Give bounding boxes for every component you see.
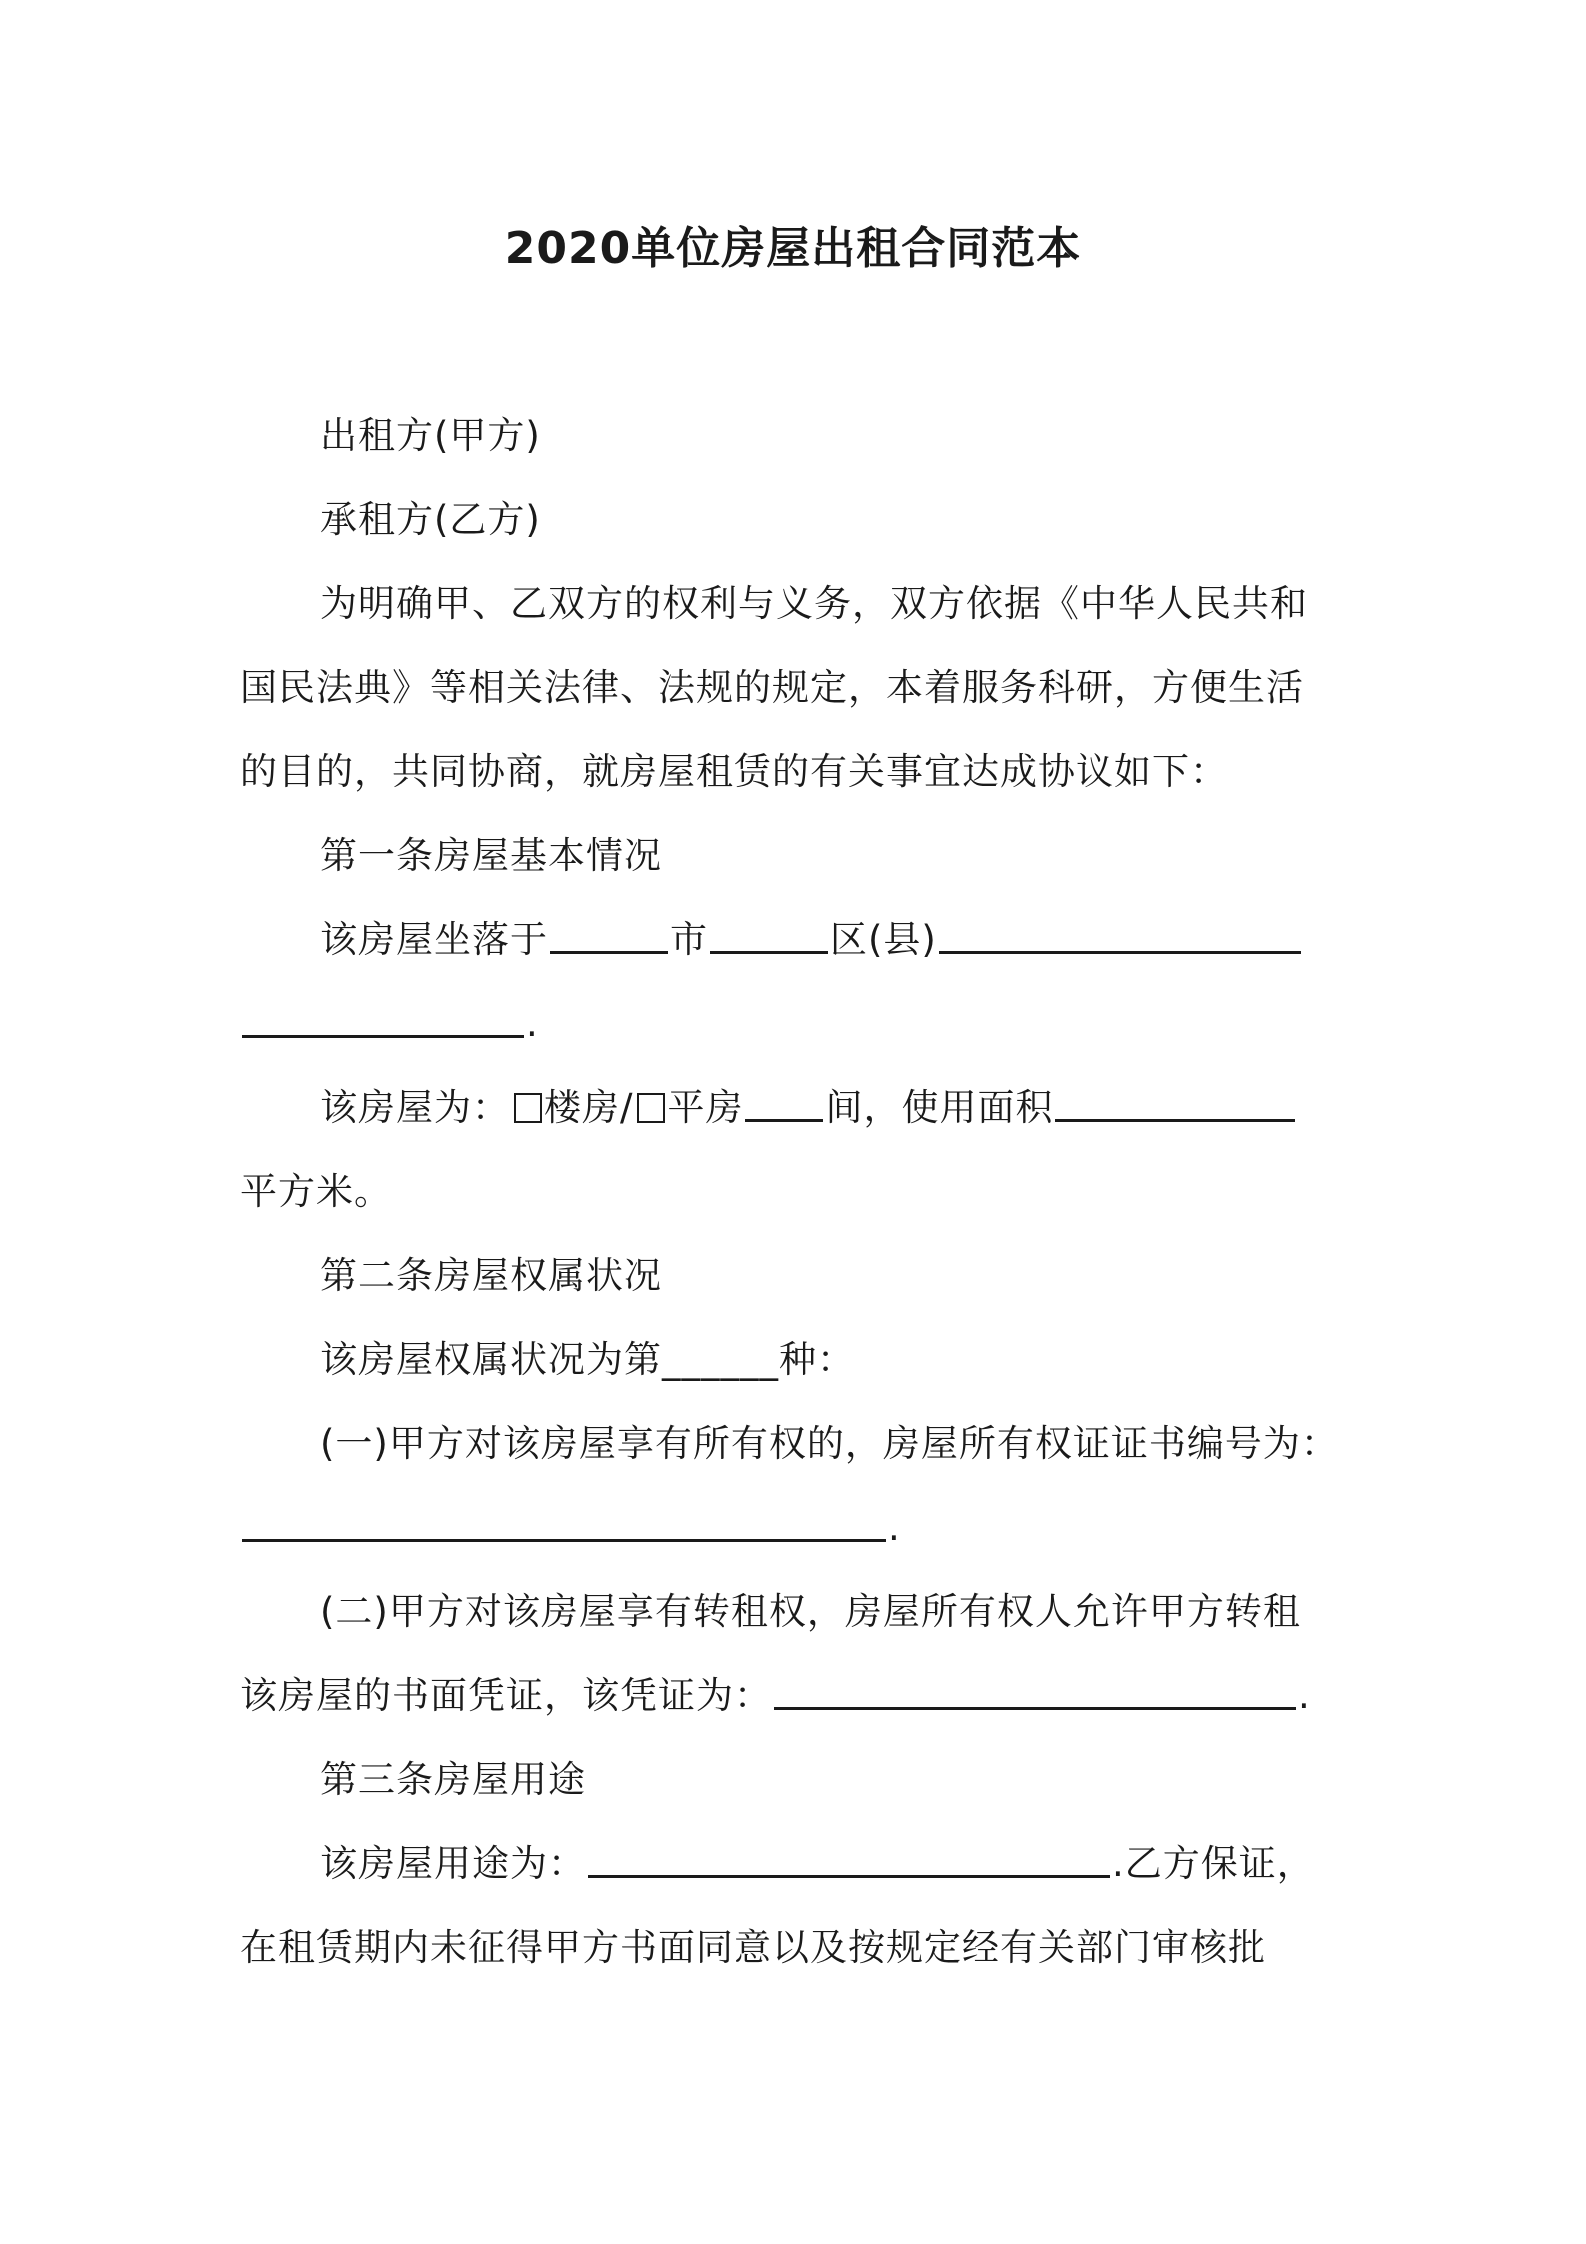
area-unit: 平方米。 [240, 1170, 392, 1213]
ownership-item-2-line-1: (二)甲方对该房屋享有转租权，房屋所有权人允许甲方转租 [320, 1590, 1301, 1633]
intro-line-1: 为明确甲、乙双方的权利与义务，双方依据《中华人民共和 [320, 582, 1308, 625]
usage-blank [588, 1841, 1110, 1878]
location-label: 该房屋坐落于 [320, 918, 548, 961]
intro-line-2: 国民法典》等相关法律、法规的规定，本着服务科研，方便生活 [240, 666, 1304, 709]
area-label: 间，使用面积 [825, 1086, 1054, 1129]
area-blank [1055, 1085, 1295, 1122]
lessor-label: 出租方(甲方) [320, 414, 541, 457]
voucher-label: 该房屋的书面凭证，该凭证为： [240, 1674, 772, 1717]
article-1-heading: 第一条房屋基本情况 [320, 834, 662, 877]
usage-line [320, 1840, 1315, 1888]
ownership-item-2-line-2 [240, 1672, 1311, 1720]
certificate-number-blank [242, 1505, 886, 1542]
ownership-item-1: (一)甲方对该房屋享有所有权的，房屋所有权证证书编号为： [320, 1422, 1339, 1465]
intro-line-3: 的目的，共同协商，就房屋租赁的有关事宜达成协议如下： [240, 750, 1228, 793]
voucher-end: . [1298, 1674, 1311, 1717]
ownership-status-line: 该房屋权属状况为第______种： [320, 1338, 855, 1381]
article-2-heading: 第二条房屋权属状况 [320, 1254, 662, 1297]
location-line-2 [240, 1000, 539, 1048]
district-blank [710, 917, 828, 954]
district-label: 区(县) [830, 918, 937, 961]
house-type-line [320, 1084, 1297, 1132]
lessee-label: 承租方(乙方) [320, 498, 541, 541]
bungalow-option: 平房 [667, 1086, 744, 1129]
location-end: . [526, 1002, 539, 1045]
voucher-blank [774, 1673, 1296, 1710]
building-option: 楼房/ [544, 1086, 634, 1129]
location-line [320, 916, 1303, 964]
certificate-end: . [888, 1506, 901, 1549]
house-type-label: 该房屋为： [320, 1086, 510, 1129]
usage-line-2: 在租赁期内未征得甲方书面同意以及按规定经有关部门审核批 [240, 1926, 1266, 1969]
certificate-number-line [240, 1504, 901, 1552]
usage-guarantee: .乙方保证， [1112, 1842, 1315, 1885]
rooms-blank [745, 1085, 823, 1122]
address-blank-cont [242, 1001, 524, 1038]
article-3-heading: 第三条房屋用途 [320, 1758, 586, 1801]
building-checkbox[interactable] [514, 1093, 542, 1123]
city-label: 市 [670, 918, 708, 961]
usage-label: 该房屋用途为： [320, 1842, 586, 1885]
address-blank [939, 917, 1301, 954]
city-blank [550, 917, 668, 954]
document-title: 2020单位房屋出租合同范本 [504, 223, 1082, 274]
bungalow-checkbox[interactable] [637, 1093, 665, 1123]
